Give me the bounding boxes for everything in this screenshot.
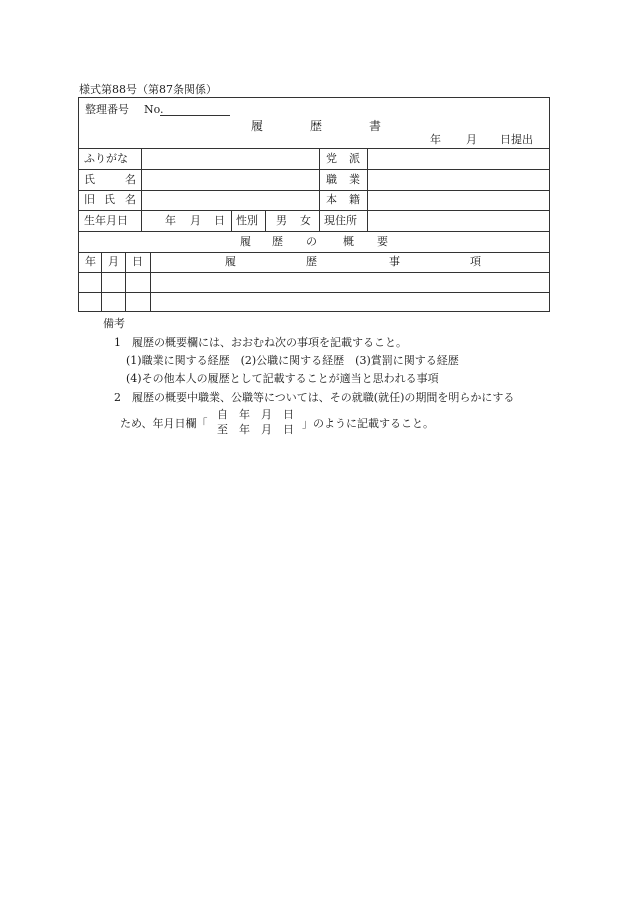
submission-day-label: 日提出 [500, 133, 533, 146]
genjusho-label: 現住所 [324, 214, 357, 227]
history-year-header: 年 [85, 255, 96, 268]
birth-day-label: 日 [214, 214, 225, 227]
form-number-label: 様式第88号（第87条関係） [79, 83, 217, 96]
column-divider [125, 252, 126, 312]
column-divider [101, 252, 102, 312]
row-divider [78, 190, 550, 191]
row-divider [78, 210, 550, 211]
seibetsu-label: 性別 [236, 214, 258, 227]
summary-heading-char: 要 [377, 235, 388, 248]
touha-label-1: 党 [326, 152, 337, 165]
history-day-header: 日 [132, 255, 143, 268]
column-divider [319, 148, 320, 231]
history-entry-row[interactable] [151, 273, 549, 292]
title-char: 歴 [310, 119, 323, 133]
note-1: 1 履歴の概要欄には、おおむね次の事項を記載すること。 [114, 336, 407, 349]
birth-year-label: 年 [165, 214, 176, 227]
note-1-sub-2: (4)その他本人の履歴として記載することが適当と思われる事項 [126, 372, 439, 385]
submission-year-label: 年 [430, 133, 441, 146]
seiri-no-label: No. [144, 103, 164, 116]
note-1-sub-1: (1)職業に関する経歴 (2)公職に関する経歴 (3)賞罰に関する経歴 [126, 354, 459, 367]
row-divider [78, 252, 550, 253]
note-2-to-date: 至 年 月 日 [217, 423, 294, 436]
row-divider [78, 169, 550, 170]
history-item-header-char: 事 [389, 255, 400, 268]
kyushimei-label-2: 氏 [104, 193, 115, 206]
column-divider [265, 210, 266, 231]
honseki-label-1: 本 [326, 193, 337, 206]
column-divider [367, 148, 368, 231]
shokugyo-label-2: 業 [349, 173, 360, 186]
sex-female-option[interactable]: 女 [300, 214, 311, 227]
title-char: 書 [369, 119, 382, 133]
seinengappi-label: 生年月日 [84, 214, 128, 227]
history-entry-row[interactable] [151, 293, 549, 311]
touha-label-2: 派 [349, 152, 360, 165]
history-month-header: 月 [108, 255, 119, 268]
title-char: 履 [251, 119, 264, 133]
birth-month-label: 月 [190, 214, 201, 227]
column-divider [231, 210, 232, 231]
history-item-header-char: 項 [470, 255, 481, 268]
summary-heading-char: の [306, 235, 317, 248]
sex-male-option[interactable]: 男 [276, 214, 287, 227]
note-2-line-1: 2 履歴の概要中職業、公職等については、その就職(就任)の期間を明らかにする [114, 391, 515, 404]
note-2-line-2-pre: ため、年月日欄「 [120, 417, 208, 430]
seiri-bango-label: 整理番号 [85, 103, 129, 116]
honseki-label-2: 籍 [349, 193, 360, 206]
history-item-header-char: 歴 [306, 255, 317, 268]
submission-month-label: 月 [466, 133, 477, 146]
notes-title: 備考 [103, 317, 125, 330]
shokugyo-label-1: 職 [326, 173, 337, 186]
row-divider [78, 148, 550, 149]
row-divider [78, 231, 550, 232]
history-item-header-char: 履 [225, 255, 236, 268]
note-2-from-date: 自 年 月 日 [217, 408, 294, 421]
note-2-line-2-post: 」のように記載すること。 [302, 417, 434, 430]
column-divider [141, 148, 142, 231]
summary-heading-char: 履 [240, 235, 251, 248]
shimei-label-2: 名 [125, 173, 136, 186]
shimei-label-1: 氏 [84, 173, 95, 186]
seiri-no-field[interactable] [160, 115, 230, 116]
furigana-label: ふりがな [84, 152, 128, 165]
kyushimei-label-3: 名 [125, 193, 136, 206]
summary-heading-char: 概 [343, 235, 354, 248]
kyushimei-label-1: 旧 [84, 193, 95, 206]
summary-heading-char: 歴 [272, 235, 283, 248]
